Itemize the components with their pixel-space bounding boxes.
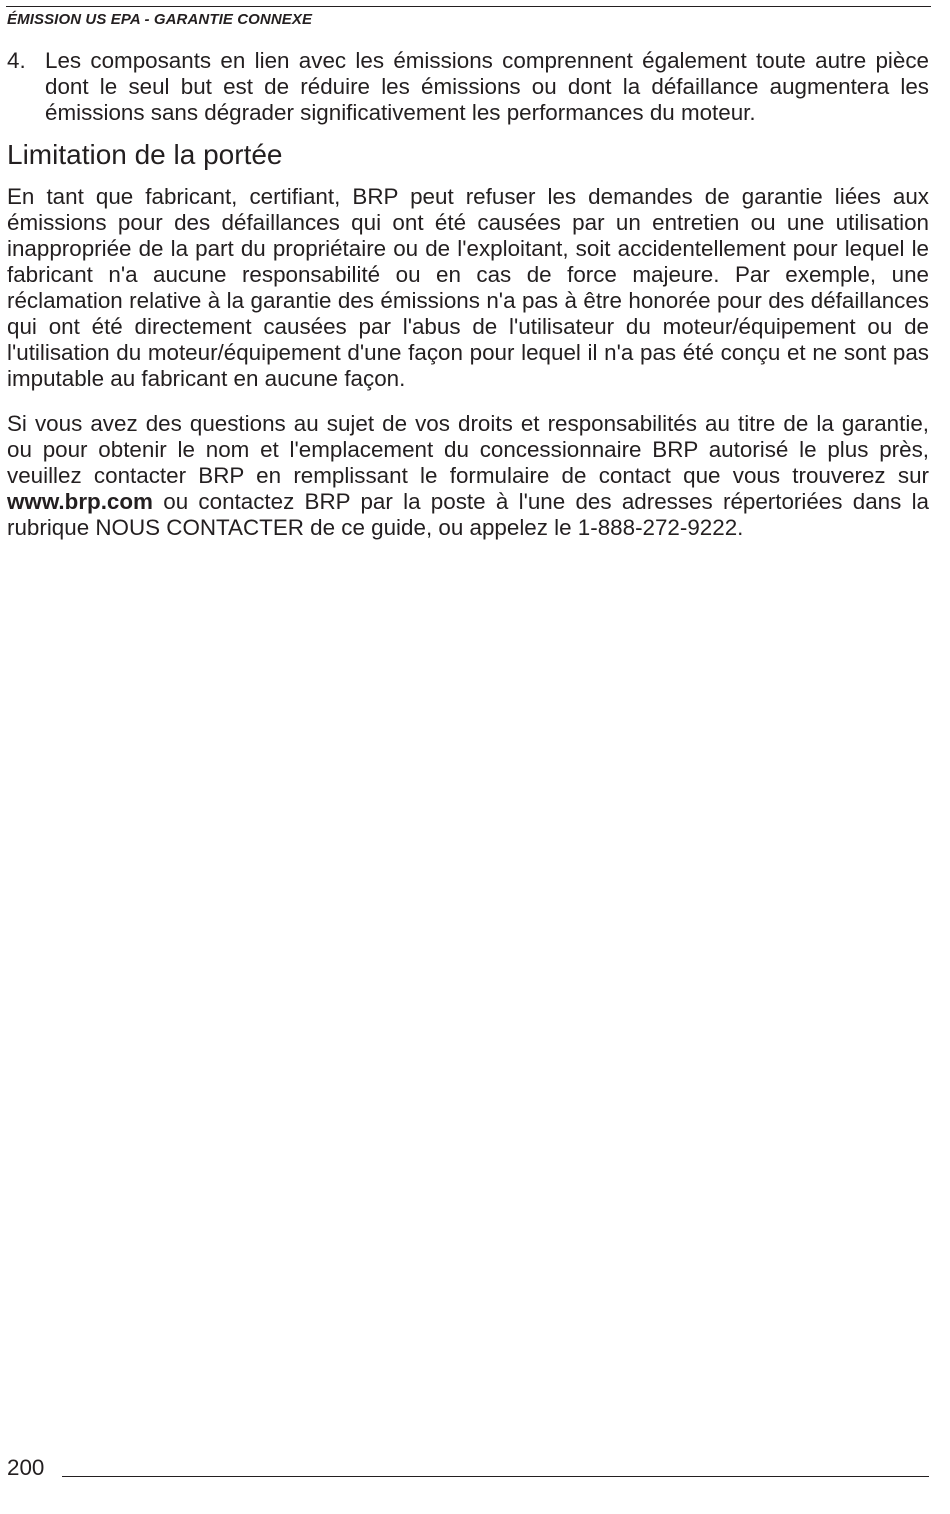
list-item-number: 4. [7,48,26,73]
footer-rule [62,1476,929,1477]
section-title: Limitation de la portée [7,139,283,170]
contact-text-before-link: Si vous avez des questions au sujet de vos droits et responsabilités au titre de la garantie, ou pour obtenir le nom et l'emplacement du concessionnaire BRP autorisé le plus près, veuillez contacter BRP en remplissant le formulaire de contact que vous trouverez sur [7,411,929,488]
header-rule [6,6,931,7]
running-header: ÉMISSION US EPA - GARANTIE CONNEXE [7,11,313,28]
list-item-text: Les composants en lien avec les émissions comprennent également toute autre pièce dont le seul but est de réduire les émissions ou dont la défaillance augmentera les émissions sans dégrader significativement les performances du moteur. [45,48,929,125]
page-content [7,48,929,541]
limitation-paragraph: En tant que fabricant, certifiant, BRP peut refuser les demandes de garantie liées aux émissions pour des défaillances qui ont été causées par un entretien ou une utilisation inappropriée de la part du propriétaire ou de l'exploitant, soit accidentellement pour lequel le fabricant n'a aucune responsabilité ou en cas de force majeure. Par exemple, une réclamation relative à la garantie des émissions n'a pas à être honorée pour des défaillances qui ont été directement causées par l'abus de l'utilisateur du moteur/équipement ou de l'utilisation du moteur/équipement d'une façon pour lequel il n'a pas été conçu et ne sont pas imputable au fabricant en aucune façon. [7,184,929,391]
contact-text-after-link: ou contactez BRP par la poste à l'une des adresses répertoriées dans la rubrique NOUS CONTACTER de ce guide, ou appelez le 1-888-272-9222. [7,489,929,540]
page-number: 200 [7,1455,45,1480]
contact-paragraph [7,411,929,541]
list-item [7,48,929,126]
page-footer [7,1455,929,1483]
brp-website-link[interactable]: www.brp.com [7,489,153,514]
